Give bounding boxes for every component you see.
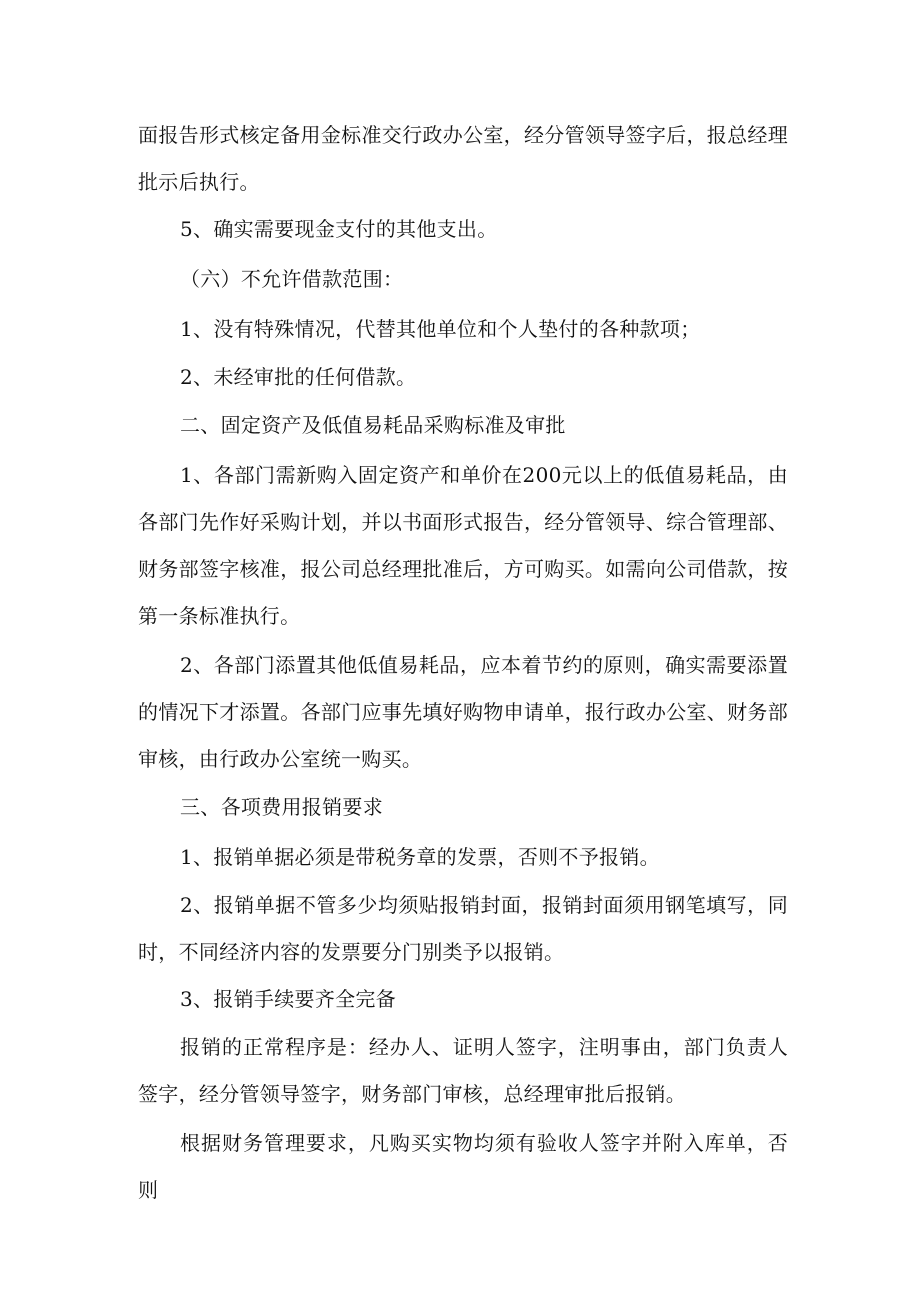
paragraph-reimburse-3: 3、报销手续要齐全完备 <box>180 987 397 1011</box>
paragraph-purchase-2: 2、各部门添置其他低值易耗品，应本着节约的原则，确实需要添置的情况下才添置。各部门应事先填好购物申请单，报行政办公室、财务部审核，由行政办公室统一购买。 <box>138 653 788 771</box>
paragraph-item-5: 5、确实需要现金支付的其他支出。 <box>180 217 498 241</box>
paragraph-reimburse-2: 2、报销单据不管多少均须贴报销封面，报销封面须用钢笔填写，同时，不同经济内容的发票要分门别类予以报销。 <box>138 893 788 964</box>
paragraph-item-2: 2、未经审批的任何借款。 <box>180 365 417 389</box>
section-heading-6: （六）不允许借款范围： <box>180 267 404 291</box>
paragraph-finance-requirement: 根据财务管理要求，凡购买实物均须有验收人签字并附入库单，否则 <box>138 1131 788 1202</box>
paragraph-purchase-1: 1、各部门需新购入固定资产和单价在200元以上的低值易耗品，由各部门先作好采购计划，并以书面形式报告，经分管领导、综合管理部、财务部签字核准，报公司总经理批准后，方可购买。如需向公司借款，按第一条标准执行。 <box>138 463 788 628</box>
section-heading-3: 三、各项费用报销要求 <box>180 795 383 819</box>
paragraph-item-1: 1、没有特殊情况，代替其他单位和个人垫付的各种款项； <box>180 317 701 341</box>
paragraph-reimburse-1: 1、报销单据必须是带税务章的发票，否则不予报销。 <box>180 845 660 869</box>
paragraph-continuation: 面报告形式核定备用金标准交行政办公室，经分管领导签字后，报总经理批示后执行。 <box>138 123 788 194</box>
paragraph-procedure: 报销的正常程序是：经办人、证明人签字，注明事由，部门负责人签字，经分管领导签字，财务部门审核，总经理审批后报销。 <box>138 1035 788 1106</box>
section-heading-2: 二、固定资产及低值易耗品采购标准及审批 <box>180 413 566 437</box>
